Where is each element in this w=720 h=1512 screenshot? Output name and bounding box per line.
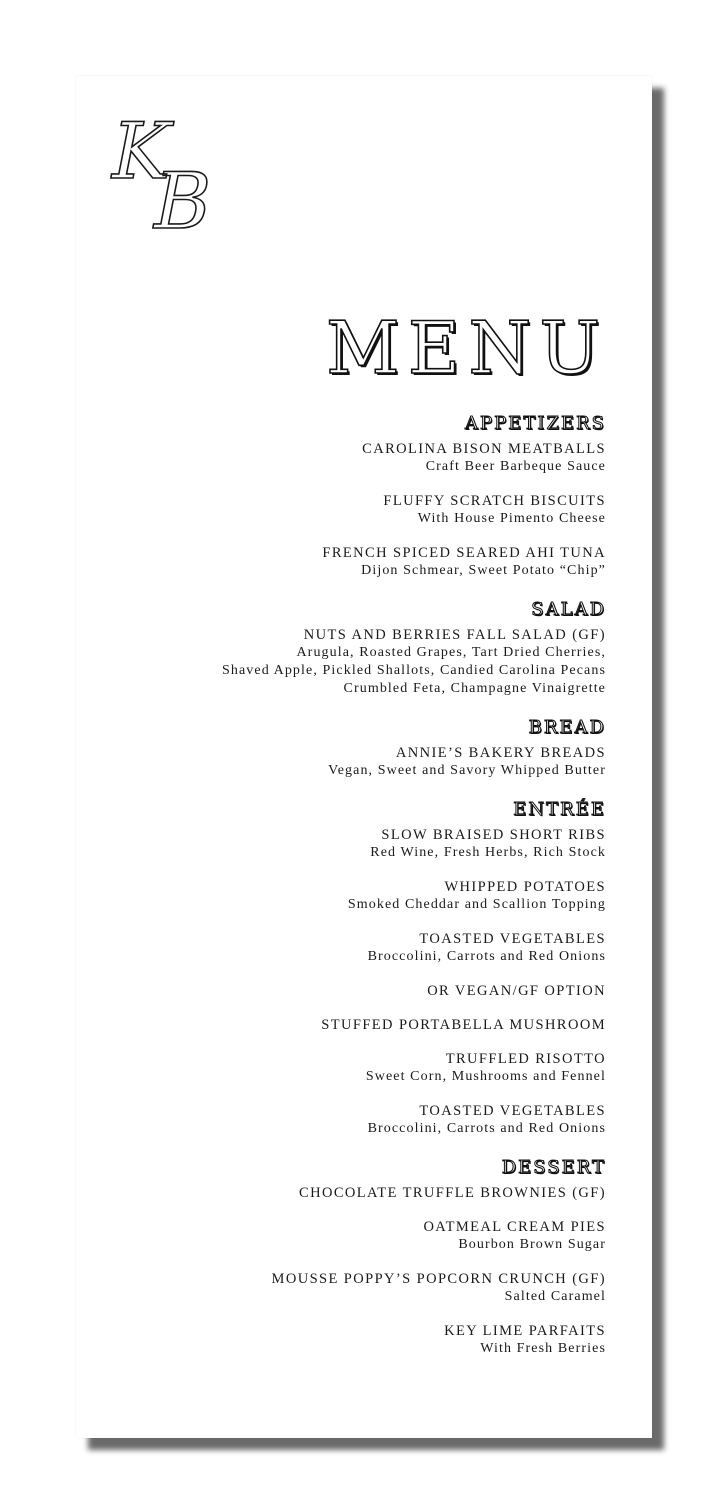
menu-item-description: Smoked Cheddar and Scallion Topping — [347, 897, 606, 912]
section-heading: APPETIZERS — [464, 413, 606, 434]
section-heading: SALAD — [531, 599, 606, 620]
menu-item — [86, 744, 606, 780]
menu-item-description: Crumbled Feta, Champagne Vinaigrette — [343, 681, 606, 696]
menu-item-name: WHIPPED POTATOES — [444, 879, 606, 895]
menu-item-name: TOASTED VEGETABLES — [419, 1103, 606, 1119]
menu-item-description: Dijon Schmear, Sweet Potato “Chip” — [361, 563, 606, 578]
menu-item-name: NUTS AND BERRIES FALL SALAD (GF) — [303, 627, 606, 643]
menu-item-name: OATMEAL CREAM PIES — [423, 1219, 606, 1235]
menu-item — [86, 1016, 606, 1034]
menu-item-description: Sweet Corn, Mushrooms and Fennel — [365, 1069, 606, 1084]
menu-item — [86, 544, 606, 580]
menu-item-name: TRUFFLED RISOTTO — [445, 1051, 606, 1067]
menu-item-name: CAROLINA BISON MEATBALLS — [362, 441, 606, 457]
menu-item-description: Broccolini, Carrots and Red Onions — [367, 1121, 606, 1136]
menu-item-description: Bourbon Brown Sugar — [458, 1237, 606, 1252]
menu-item-description: Broccolini, Carrots and Red Onions — [367, 949, 606, 964]
menu-item-description: Red Wine, Fresh Herbs, Rich Stock — [370, 845, 606, 860]
menu-item — [86, 1102, 606, 1138]
menu-item-name: SLOW BRAISED SHORT RIBS — [381, 827, 606, 843]
monogram-letter-2: B — [154, 157, 212, 236]
menu-item — [86, 1184, 606, 1202]
menu-item — [86, 1322, 606, 1358]
menu-item — [86, 878, 606, 914]
menu-item — [86, 1270, 606, 1306]
menu-item-name: TOASTED VEGETABLES — [419, 931, 606, 947]
monogram-letter-1: K — [112, 107, 171, 197]
section-heading: DESSERT — [501, 1157, 606, 1178]
menu-item-name: FRENCH SPICED SEARED AHI TUNA — [322, 545, 606, 561]
monogram-logo — [104, 106, 234, 236]
menu-item-name: ANNIE’S BAKERY BREADS — [395, 745, 606, 761]
menu-item-description: Salted Caramel — [504, 1289, 606, 1304]
menu-card — [76, 76, 652, 1438]
menu-item-name: KEY LIME PARFAITS — [444, 1323, 606, 1339]
menu-item-name: OR VEGAN/GF OPTION — [427, 983, 606, 999]
menu-item-name: MOUSSE POPPY’S POPCORN CRUNCH (GF) — [271, 1271, 606, 1287]
menu-item-description: With House Pimento Cheese — [417, 511, 606, 526]
menu-item-name: FLUFFY SCRATCH BISCUITS — [383, 493, 606, 509]
menu-item-description: Arugula, Roasted Grapes, Tart Dried Cherries, — [296, 645, 606, 660]
menu-item — [86, 440, 606, 476]
menu-item — [86, 626, 606, 698]
menu-content — [86, 412, 606, 1374]
menu-item — [86, 1050, 606, 1086]
menu-item — [86, 982, 606, 1000]
menu-item-description: Craft Beer Barbeque Sauce — [425, 459, 606, 474]
menu-item-name: STUFFED PORTABELLA MUSHROOM — [321, 1017, 606, 1033]
menu-item-description: Shaved Apple, Pickled Shallots, Candied Carolina Pecans — [221, 663, 606, 678]
menu-item-description: Vegan, Sweet and Savory Whipped Butter — [328, 763, 606, 778]
menu-title: MENU — [326, 306, 608, 390]
menu-item — [86, 492, 606, 528]
menu-item — [86, 930, 606, 966]
menu-item — [86, 826, 606, 862]
section-heading: BREAD — [528, 717, 606, 738]
menu-item-name: CHOCOLATE TRUFFLE BROWNIES (GF) — [299, 1185, 606, 1201]
menu-item — [86, 1218, 606, 1254]
section-heading: ENTRÉE — [513, 799, 606, 820]
menu-item-description: With Fresh Berries — [480, 1341, 606, 1356]
